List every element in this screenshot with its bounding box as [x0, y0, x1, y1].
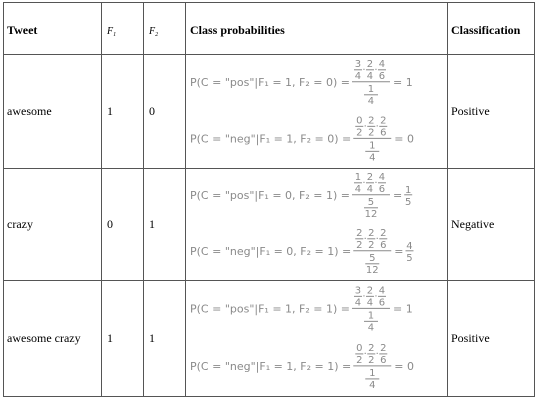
formula-lhs: P(C = "neg"|F₁ = 1, F₂ = 0) = — [190, 132, 352, 146]
fraction-numerator: 2 — [380, 115, 387, 127]
formula-lhs: P(C = "neg"|F₁ = 1, F₂ = 1) = — [190, 359, 352, 373]
row-classification: Positive — [451, 104, 490, 118]
table-row — [7, 59, 490, 164]
header-f1: $F_1$ — [107, 26, 117, 38]
row-f2: 1 — [149, 217, 155, 231]
fraction-numerator: 2 — [366, 171, 374, 183]
naive-bayes-table — [3, 2, 535, 397]
fraction-denominator: 6 — [380, 239, 387, 251]
fraction-numerator: 4 — [378, 285, 386, 297]
multiply-dot: · — [375, 348, 379, 360]
multiply-dot: · — [362, 177, 366, 189]
row-f2: 1 — [149, 331, 155, 345]
row-f1: 0 — [107, 217, 113, 231]
fraction-denominator: 2 — [356, 127, 363, 139]
header-classification: Classification — [451, 23, 521, 37]
multiply-dot: · — [374, 177, 378, 189]
table-row — [7, 285, 490, 391]
formula-result: = — [394, 244, 404, 258]
fraction-denominator: 4 — [354, 297, 362, 309]
formula-pos — [190, 285, 413, 333]
fraction-denominator: 6 — [378, 70, 386, 82]
denominator-denominator: 4 — [367, 95, 375, 107]
denominator-denominator: 12 — [365, 264, 379, 276]
multiply-dot: · — [363, 121, 367, 133]
row-tweet: crazy — [7, 217, 33, 231]
row-f2: 0 — [149, 104, 155, 118]
denominator-denominator: 12 — [364, 208, 378, 220]
result-numerator: 4 — [406, 240, 413, 252]
multiply-dot: · — [363, 348, 367, 360]
fraction-denominator: 4 — [366, 297, 374, 309]
formula-neg — [190, 115, 414, 163]
fraction-denominator: 6 — [378, 297, 386, 309]
fraction-numerator: 4 — [378, 171, 386, 183]
formula-result: = 0 — [394, 132, 414, 146]
fraction-numerator: 0 — [356, 342, 363, 354]
formula-lhs: P(C = "pos"|F₁ = 1, F₂ = 0) = — [190, 75, 350, 89]
multiply-dot: · — [362, 291, 366, 303]
fraction-numerator: 1 — [354, 171, 362, 183]
formula-lhs: P(C = "pos"|F₁ = 1, F₂ = 1) = — [190, 302, 350, 316]
fraction-denominator: 2 — [368, 354, 375, 366]
denominator-denominator: 4 — [369, 379, 376, 391]
fraction-numerator: 4 — [378, 58, 386, 70]
table-header — [7, 23, 521, 38]
multiply-dot: · — [375, 121, 379, 133]
result-denominator: 5 — [406, 252, 413, 264]
fraction-denominator: 4 — [354, 70, 362, 82]
fraction-denominator: 6 — [380, 127, 387, 139]
denominator-numerator: 5 — [367, 196, 375, 208]
fraction-numerator: 2 — [380, 342, 387, 354]
formula-pos — [190, 59, 413, 107]
fraction-denominator: 6 — [378, 183, 386, 195]
fraction-numerator: 2 — [356, 227, 363, 239]
fraction-numerator: 2 — [368, 227, 375, 239]
header-f2: $F_2$ — [149, 26, 159, 38]
table-canvas — [3, 2, 535, 397]
formula-lhs: P(C = "pos"|F₁ = 0, F₂ = 1) = — [190, 188, 350, 202]
fraction-numerator: 3 — [354, 285, 362, 297]
fraction-numerator: 2 — [368, 115, 375, 127]
fraction-numerator: 0 — [356, 115, 363, 127]
fraction-denominator: 2 — [368, 127, 375, 139]
formula-result: = 1 — [392, 302, 413, 316]
fraction-numerator: 3 — [354, 58, 362, 70]
multiply-dot: · — [375, 233, 379, 245]
denominator-numerator: 1 — [367, 83, 375, 95]
multiply-dot: · — [374, 291, 378, 303]
fraction-denominator: 4 — [366, 70, 374, 82]
fraction-numerator: 2 — [366, 58, 374, 70]
multiply-dot: · — [362, 64, 366, 76]
formula-result: = 1 — [392, 75, 413, 89]
result-denominator: 5 — [405, 196, 412, 208]
result-numerator: 1 — [405, 184, 412, 196]
fraction-numerator: 2 — [368, 342, 375, 354]
header-tweet: Tweet — [7, 23, 38, 37]
formula-pos — [190, 172, 412, 220]
fraction-denominator: 2 — [368, 239, 375, 251]
fraction-denominator: 6 — [380, 354, 387, 366]
fraction-denominator: 4 — [354, 183, 362, 195]
multiply-dot: · — [374, 64, 378, 76]
row-tweet: awesome — [7, 104, 52, 118]
fraction-denominator: 2 — [356, 239, 363, 251]
denominator-denominator: 4 — [369, 152, 376, 164]
table-row — [7, 172, 494, 276]
row-classification: Positive — [451, 331, 490, 345]
fraction-denominator: 2 — [356, 354, 363, 366]
denominator-numerator: 1 — [369, 140, 376, 152]
formula-lhs: P(C = "neg"|F₁ = 0, F₂ = 1) = — [190, 244, 352, 258]
formula-neg — [190, 343, 414, 391]
row-f1: 1 — [107, 331, 113, 345]
row-classification: Negative — [451, 217, 495, 231]
denominator-numerator: 1 — [367, 310, 375, 322]
formula-neg — [190, 228, 413, 276]
formula-result: = — [392, 188, 403, 202]
denominator-numerator: 1 — [369, 367, 376, 379]
fraction-numerator: 2 — [366, 285, 374, 297]
denominator-numerator: 5 — [369, 252, 376, 264]
multiply-dot: · — [363, 233, 367, 245]
row-f1: 1 — [107, 104, 113, 118]
row-tweet: awesome crazy — [7, 331, 81, 345]
formula-result: = 0 — [394, 359, 414, 373]
header-class-probabilities: Class probabilities — [190, 23, 285, 37]
fraction-denominator: 4 — [366, 183, 374, 195]
fraction-numerator: 2 — [380, 227, 387, 239]
denominator-denominator: 4 — [367, 322, 375, 334]
